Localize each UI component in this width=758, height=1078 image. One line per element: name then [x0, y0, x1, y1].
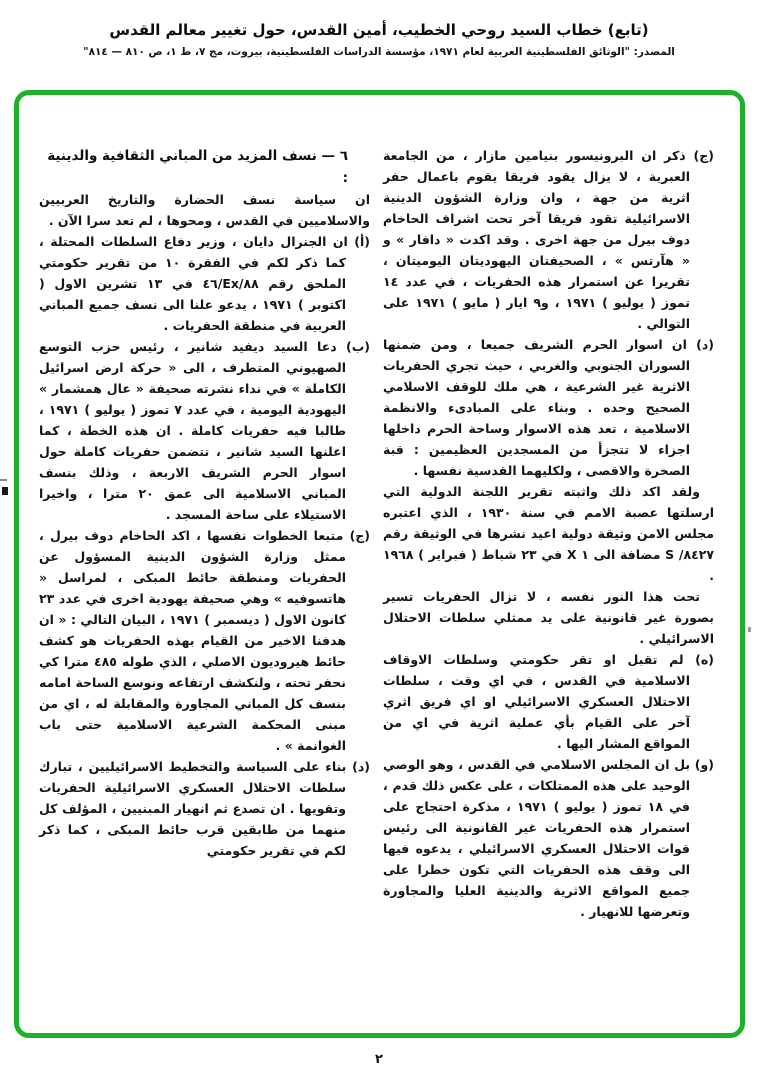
document-title: (تابع) خطاب السيد روحي الخطيب، أمين القدس، حول تغيير معالم القدس — [109, 21, 649, 39]
paragraph-right-d: (د) ان اسوار الحرم الشريف جميعا ، ومن ضمنها السوران الجنوبي والغربي ، حيث تجري الحفريات الاثرية غير الشرعية ، هي ملك للوقف الاسلامي الصحيح وحده . وبناء على المبادىء والانظمة الاسلامية ، تعد هذه الاسوار وساحة الحرم داخلها اجزاء لا تتجزأ من المسجدين العظيمين : قبة الصخرة والاقصى ، ولكليهما القدسية نفسها . — [383, 337, 714, 478]
paragraph-right-h: (ه) لم تقبل او تقر حكومتي وسلطات الاوقاف الاسلامية في القدس ، في اي وقت ، سلطات الاحتلال العسكري الاسرائيلي او اي فريق اثري آخر على القيام بأي عملية اثرية في اي من المواقع المشار اليها . — [383, 652, 714, 751]
page-number: ٢ — [375, 1052, 383, 1067]
paragraph-left-intro: ان سياسة نسف الحضارة والتاريخ العربيين والاسلاميين في القدس ، ومحوها ، لم تعد سرا الآن . — [39, 192, 370, 228]
paragraph-left-b: (ب) دعا السيد ديفيد شانير ، رئيس حزب التوسع الصهيوني المتطرف ، الى « حركة ارض اسرائيل الكاملة » في نداء نشرته صحيفة « عال همشمار » اليهودية اليومية ، في عدد ٧ تموز ( يوليو ) ١٩٧١ ، طالبا فيه حفريات كاملة . ان هذه الخطة ، كما اعلنها السيد شانير ، تتضمن حفريات كاملة حول اسوار الحرم الشريف الاربعة ، وذلك بنسف المباني الاسلامية الى عمق ٢٠ مترا ، واخيرا الاستيلاء على ساحة المسجد . — [39, 339, 370, 522]
paragraph-left-a: (أ) ان الجنرال دايان ، وزير دفاع السلطات المحتلة ، كما ذكر لكم في الفقرة ١٠ من تقرير حكومتي الملحق رقم ٨٨/Ex/٤٦ في ١٣ تشرين الاول ( اكتوبر ) ١٩٧١ ، يدعو علنا الى نسف جميع المباني العربية في منطقة الحفريات . — [39, 234, 370, 333]
paragraph-right-illegal-digs: تحت هذا النور نفسه ، لا تزال الحفريات تسير بصورة غير قانونية على يد ممثلي سلطات الاحتلال الاسرائيلي . — [383, 589, 714, 646]
paragraph-right-w: (و) بل ان المجلس الاسلامي في القدس ، وهو الوصي الوحيد على هذه الممتلكات ، على عكس ذلك قدم ، في ١٨ تموز ( يوليو ) ١٩٧١ ، مذكرة احتجاج على استمرار هذه الحفريات غير القانونية الى رئيس قوات الاحتلال العسكري الاسرائيلي ، يدعوه فيها الى وقف هذه الحفريات التي تكون خطرا على جميع المواقع الاثرية والدينية العليا والمجاورة وتعرضها للانهيار . — [383, 757, 714, 919]
column-left — [39, 145, 370, 922]
two-column-text-area — [19, 95, 740, 922]
section-heading: ٦ — نسف المزيد من المباني الثقافية والدينية : — [47, 148, 348, 186]
scan-artifact-speck — [2, 487, 8, 495]
paragraph-left-d: (د) بناء على السياسة والتخطيط الاسرائيليين ، تبارك سلطات الاحتلال العسكري الاسرائيلية الحفريات وتقويها . ان تصدع ثم انهيار المبنيين ، المؤلف كل منهما من طابقين قرب حائط المبكى ، كما ذكر لكم في تقرير حكومتي — [39, 759, 370, 858]
column-right — [383, 145, 714, 922]
scan-artifact-speck — [748, 627, 751, 632]
document-header — [0, 20, 758, 60]
paragraph-left-j: (ج) متبعا الخطوات نفسها ، اكد الحاخام دوف بيرل ، ممثل وزارة الشؤون الدينية المسؤول عن الحفريات ومنطقة حائط المبكى ، لمراسل « هاتسوفيه » وهي صحيفة يهودية اخرى في عدد ٢٣ كانون الاول ( ديسمبر ) ١٩٧١ ، البيان التالي : « ان هدفنا الاخير من القيام بهذه الحفريات هو كشف حائط هيروديون الاصلي ، الذي طوله ٤٨٥ مترا كي نحفر تحته ، ولنكشف ارتفاعه ونوسع الساحة امامه بنسف كل المباني المجاورة والمقابلة له ، اي من مبنى المحكمة الشرعية الاسلامية حتى باب الغوانمة » . — [39, 528, 370, 753]
content-border-box — [14, 90, 745, 1038]
scan-artifact-speck — [0, 479, 7, 481]
source-line: المصدر: "الوثائق الفلسطينية العربية لعام ١٩٧١، مؤسسة الدراسات الفلسطينية، بيروت، مج ٧، ط ١، ص ٨١٠ — ٨١٤" — [83, 46, 675, 58]
paragraph-right-j: (ج) ذكر ان البرونيسور بنيامين مازار ، من الجامعة العبرية ، لا يزال يقود فريقا يقوم باعمال حفر اثرية من جهة ، وان وزارة الشؤون الدينية الاسرائيلية تقود فريقا آخر تحت اشراف الحاخام دوف بيرل من جهة اخرى . وقد اكدت « دافار » و « هآرتس » ، الصحيفتان اليهوديتان اليوميتان ، تقريرا عن استمرار هذه الحفريات ، في عدد ١٤ تموز ( يوليو ) ١٩٧١ ، و٩ ايار ( مايو ) ١٩٧١ على التوالي . — [383, 148, 714, 331]
paragraph-right-league-report: ولقد اكد ذلك واثبته تقرير اللجنة الدولية التي ارسلتها عصبة الامم في سنة ١٩٣٠ ، الذي اعتبره مجلس الامن وثيقة دولية اعيد نشرها في الوثيقة رقم ٨٤٢٧/ S مضافة الى ١ X في ٢٣ شباط ( فبراير ) ١٩٦٨ . — [383, 484, 714, 583]
